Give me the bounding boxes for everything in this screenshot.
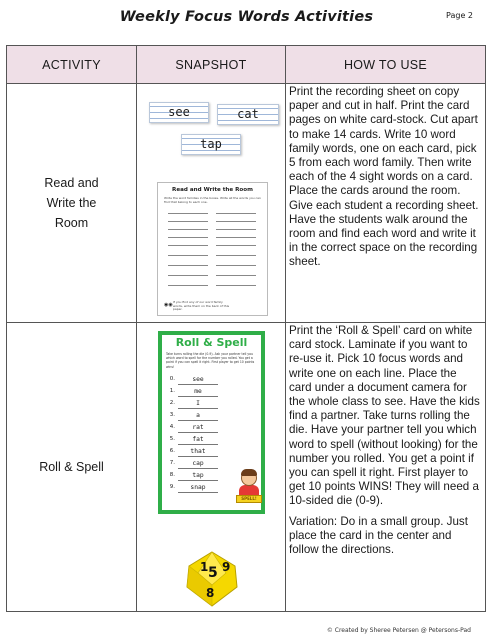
word-card xyxy=(217,104,279,125)
card-instructions: Take turns rolling the die (0-9). Ask your partner tell you which word to spell for the number you rolled. You get a point if you can spell it right. First player to get 10 points wins! xyxy=(166,352,255,369)
footer-credit: © Created by Sheree Petersen @ Petersons-Pad xyxy=(326,627,471,634)
table-header-row xyxy=(7,46,486,84)
sheet-footer-note: If you find any of our word family words, write them on the back of this paper. xyxy=(173,300,230,312)
snapshot-cell xyxy=(137,84,286,323)
word-card xyxy=(149,102,209,123)
snapshot-cell xyxy=(137,323,286,612)
die-digit: 1 xyxy=(200,560,209,574)
kid-illustration xyxy=(236,470,262,504)
how-to-use-cell xyxy=(286,323,486,612)
how-to-use-variation: Variation: Do in a small group. Just place the card in the center and follow the directions. xyxy=(289,514,468,557)
column-header-snapshot: SNAPSHOT xyxy=(137,46,286,84)
recording-sheet-thumbnail xyxy=(157,182,268,316)
activity-name: Roll & Spell xyxy=(7,323,137,612)
sheet-instructions: Write the word families in the boxes. Write all the words you can find that belong to each one. xyxy=(164,196,261,204)
word-card-text: tap xyxy=(200,137,222,151)
word-card xyxy=(181,134,241,155)
column-header-activity: ACTIVITY xyxy=(7,46,137,84)
word-card-text: cat xyxy=(237,107,259,121)
how-to-use-text: Print the recording sheet on copy paper and cut in half. Print the card pages on white card-stock. Cut apart to make 14 cards. Write 10 word family words, one on each card, pick 5 from each word family. Then write each of the 4 sight words on a card. Place the cards around the room. Give each student a recording sheet. Have the students walk around the room and find each word and write it in the correct space on the recording sheet. xyxy=(289,85,479,269)
activities-table xyxy=(6,45,486,612)
card-title: Roll & Spell xyxy=(175,336,248,349)
column-header-how-to-use: HOW TO USE xyxy=(286,46,486,84)
table-row xyxy=(7,84,486,323)
die-digit: 5 xyxy=(208,565,218,581)
sheet-title: Read and Write the Room xyxy=(172,187,253,193)
how-to-use-cell xyxy=(286,84,486,323)
page-number: Page 2 xyxy=(446,11,473,20)
word-card-text: see xyxy=(168,105,190,119)
eyes-icon: ◉◉ xyxy=(164,302,173,308)
die-digit: 9 xyxy=(222,560,231,574)
table-row xyxy=(7,323,486,612)
roll-and-spell-card-thumbnail: Roll & Spell Take turns rolling the die (0-9). Ask your partner tell you which word to spell for the number you rolled. You get a point if you can spell it right. First player to get 10 points wins! 0. see 1. me 2. I 3. a 4. rat 5. fat 6. that 7. cap 8. tap 9. snap SPELL! xyxy=(158,331,265,514)
ten-sided-die-icon xyxy=(186,551,238,607)
die-digit: 8 xyxy=(206,586,215,600)
how-to-use-text: Print the ‘Roll & Spell’ card on white card stock. Laminate if you want to re-use it. Pick 10 focus words and write one on each line. Place the card under a document camera for the whole class to see. Have the kids find a partner. Take turns rolling the die. Have your partner tell you which word to spell (without looking) for the number you rolled. You get a point if you can spell it right. First player to get 10 points WINS! They will need a 10-sided die (0-9). xyxy=(289,324,480,508)
kid-sign: SPELL! xyxy=(236,495,262,503)
activity-name: Read and Write the Room xyxy=(7,84,137,323)
page-title: Weekly Focus Words Activities xyxy=(119,9,374,25)
